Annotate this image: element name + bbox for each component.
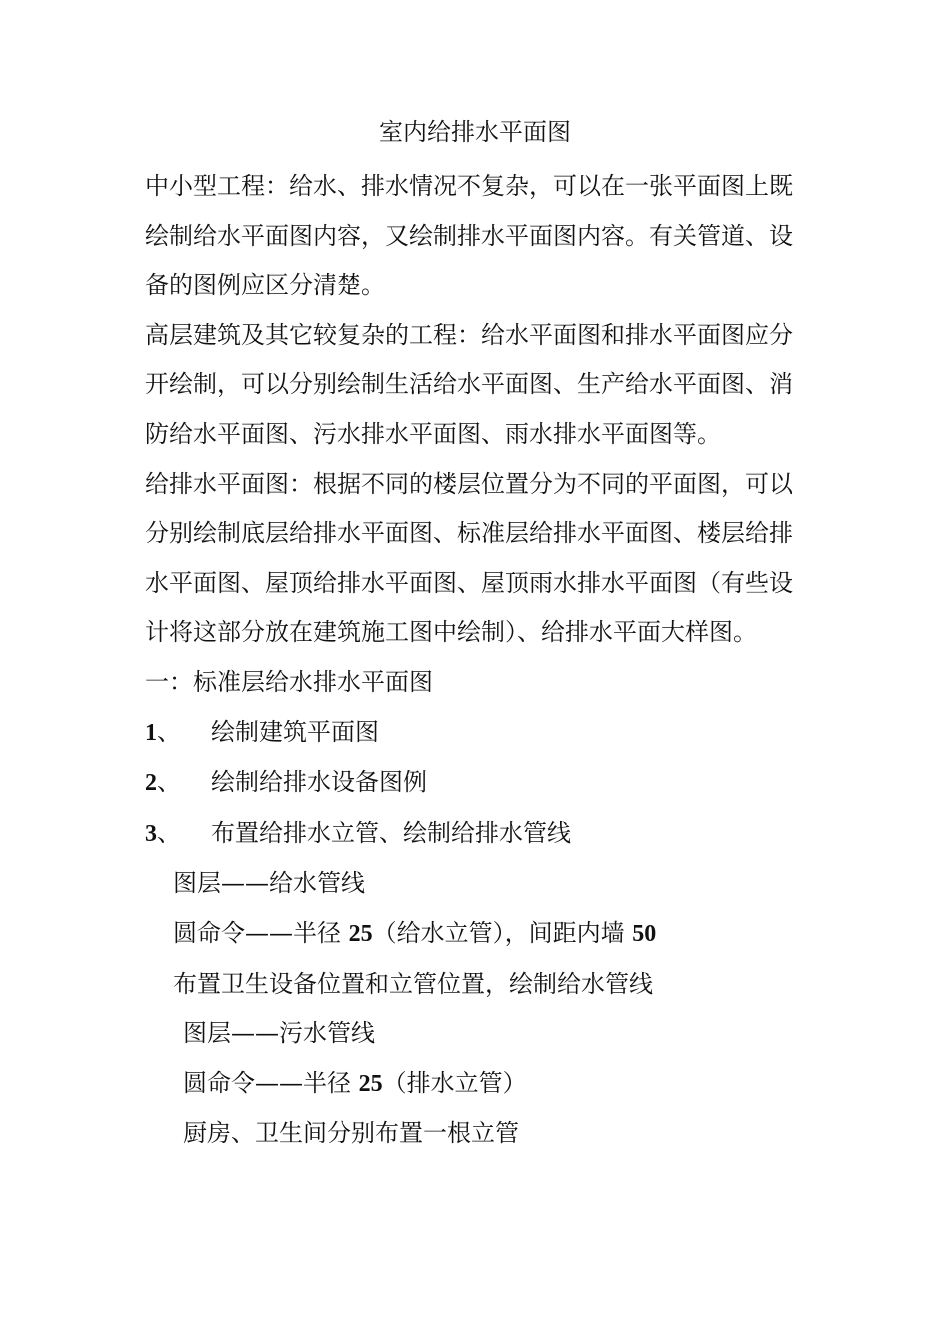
step-1-number: 1、 <box>145 717 181 746</box>
step-3 <box>145 809 815 860</box>
document-title: 室内给排水平面图 <box>379 118 571 146</box>
supply-circle-line: 圆命令——半径 25（给水立管），间距内墙 50 <box>173 918 657 947</box>
step-1-text: 绘制建筑平面图 <box>211 717 379 746</box>
section-heading: 一：标准层给水排水平面图 <box>145 667 433 696</box>
drain-circle-line: 圆命令——半径 25（排水立管） <box>183 1068 527 1097</box>
paragraph-high-rise: 高层建筑及其它较复杂的工程：给水平面图和排水平面图应分开绘制，可以分别绘制生活给水平面图、生产给水平面图、消防给水平面图、污水排水平面图、雨水排水平面图等。 <box>145 320 793 448</box>
drain-layer-line: 图层——污水管线 <box>183 1019 375 1048</box>
step-3-text: 布置给排水立管、绘制给排水管线 <box>211 818 571 847</box>
step-1 <box>145 708 815 759</box>
supply-layout-line: 布置卫生设备位置和立管位置，绘制给水管线 <box>173 969 653 998</box>
drain-layout-line: 厨房、卫生间分别布置一根立管 <box>183 1119 519 1148</box>
step-2-number: 2、 <box>145 768 181 797</box>
supply-layer-line: 图层——给水管线 <box>173 869 365 898</box>
supply-spacing-value: 50 <box>632 920 657 947</box>
paragraph-small-projects: 中小型工程：给水、排水情况不复杂，可以在一张平面图上既绘制给水平面图内容，又绘制排水平面图内容。有关管道、设备的图例应区分清楚。 <box>145 172 793 300</box>
step-3-number: 3、 <box>145 818 181 847</box>
step-2-text: 绘制给排水设备图例 <box>211 768 427 797</box>
step-2 <box>145 758 815 809</box>
paragraph-floor-plans: 给排水平面图：根据不同的楼层位置分为不同的平面图，可以分别绘制底层给排水平面图、标准层给排水平面图、楼层给排水平面图、屋顶给排水平面图、屋顶雨水排水平面图（有些设计将这部分放在建筑施工图中绘制）、给排水平面大样图。 <box>145 469 793 647</box>
drain-radius-value: 25 <box>358 1070 383 1097</box>
supply-radius-value: 25 <box>348 920 373 947</box>
document-body <box>145 162 815 1159</box>
